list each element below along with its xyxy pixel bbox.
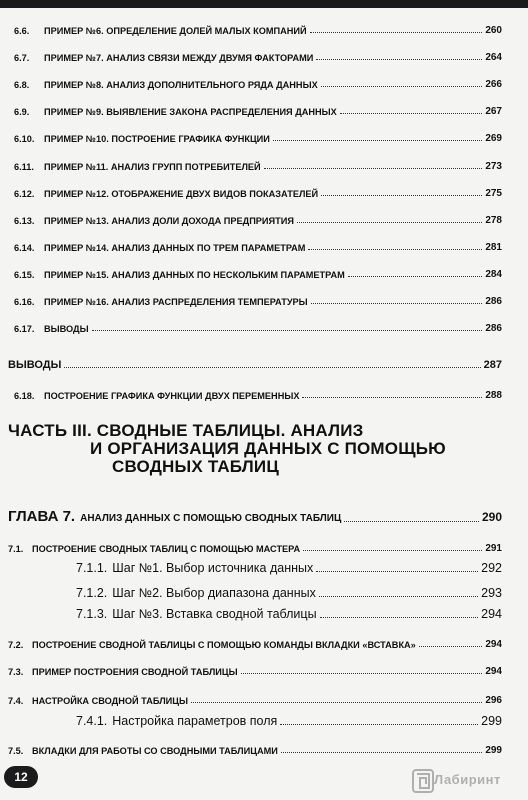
entry-number: 7.1. xyxy=(8,544,24,554)
dot-leader xyxy=(308,248,482,250)
entry-page: 278 xyxy=(485,215,502,226)
entry-number: 7.2. xyxy=(8,640,24,650)
entry-title: ПРИМЕР №12. ОТОБРАЖЕНИЕ ДВУХ ВИДОВ ПОКАЗАТЕЛЕЙ xyxy=(44,189,319,199)
toc-entry[interactable] xyxy=(0,740,528,756)
toc-entry[interactable] xyxy=(0,128,528,144)
entry-page: 264 xyxy=(485,52,502,63)
entry-page: 294 xyxy=(481,607,502,621)
toc-entry-conclusions[interactable] xyxy=(0,355,528,371)
entry-number: 6.15. xyxy=(14,270,35,280)
entry-page: 299 xyxy=(481,714,502,728)
page-number-badge: 12 xyxy=(4,766,38,788)
dot-leader xyxy=(191,701,482,703)
entry-number: 6.14. xyxy=(14,243,35,253)
dot-leader xyxy=(321,85,483,87)
dot-leader xyxy=(280,723,478,725)
entry-page: 284 xyxy=(485,269,502,280)
watermark xyxy=(412,768,522,794)
entry-title: ПРИМЕР №6. ОПРЕДЕЛЕНИЕ ДОЛЕЙ МАЛЫХ КОМПАНИЙ xyxy=(44,26,307,36)
entry-title: ПРИМЕР №13. АНАЛИЗ ДОЛИ ДОХОДА ПРЕДПРИЯТИЯ xyxy=(44,216,294,226)
entry-page: 286 xyxy=(485,296,502,307)
entry-page: 294 xyxy=(485,666,502,677)
entry-number: 7.4.1. xyxy=(76,714,108,728)
dot-leader xyxy=(321,194,482,196)
entry-number: 6.12. xyxy=(14,189,35,199)
entry-number: 7.4. xyxy=(8,696,24,706)
dot-leader xyxy=(348,275,483,277)
chapter-label: ГЛАВА 7. xyxy=(8,508,76,525)
toc-entry[interactable] xyxy=(0,690,528,706)
entry-title: НАСТРОЙКА СВОДНОЙ ТАБЛИЦЫ xyxy=(32,696,188,706)
toc-entry[interactable] xyxy=(0,538,528,554)
dot-leader xyxy=(344,520,479,522)
entry-title: ВЫВОДЫ xyxy=(8,359,62,371)
entry-number: 6.17. xyxy=(14,324,35,334)
dot-leader xyxy=(419,645,483,647)
toc-entry[interactable] xyxy=(0,385,528,401)
watermark-text: Лабиринт xyxy=(434,772,501,787)
entry-title: ВЫВОДЫ xyxy=(44,324,89,334)
toc-entry[interactable] xyxy=(0,183,528,199)
entry-page: 296 xyxy=(485,695,502,706)
dot-leader xyxy=(319,595,478,597)
dot-leader xyxy=(273,139,482,141)
dot-leader xyxy=(340,112,483,114)
dot-leader xyxy=(64,366,480,368)
entry-page: 299 xyxy=(485,745,502,756)
entry-title: Шаг №2. Выбор диапазона данных xyxy=(112,586,316,600)
entry-page: 266 xyxy=(485,79,502,90)
entry-title: ПОСТРОЕНИЕ СВОДНЫХ ТАБЛИЦ С ПОМОЩЬЮ МАСТЕРА xyxy=(32,544,301,554)
entry-page: 273 xyxy=(485,161,502,172)
toc-entry[interactable] xyxy=(0,661,528,677)
entry-number: 6.18. xyxy=(14,391,35,401)
chapter-title: АНАЛИЗ ДАННЫХ С ПОМОЩЬЮ СВОДНЫХ ТАБЛИЦ xyxy=(80,513,342,524)
entry-title: ПОСТРОЕНИЕ ГРАФИКА ФУНКЦИИ ДВУХ ПЕРЕМЕННЫХ xyxy=(44,391,300,401)
entry-title: ПРИМЕР №7. АНАЛИЗ СВЯЗИ МЕЖДУ ДВУМЯ ФАКТОРАМИ xyxy=(44,53,314,63)
dot-leader xyxy=(297,221,482,223)
dot-leader xyxy=(316,58,482,60)
entry-number: 6.6. xyxy=(14,26,30,36)
toc-entry[interactable] xyxy=(0,156,528,172)
entry-title: ПРИМЕР №9. ВЫЯВЛЕНИЕ ЗАКОНА РАСПРЕДЕЛЕНИЯ ДАННЫХ xyxy=(44,107,337,117)
entry-page: 286 xyxy=(485,323,502,334)
entry-title: ПРИМЕР ПОСТРОЕНИЯ СВОДНОЙ ТАБЛИЦЫ xyxy=(32,667,238,677)
toc-entry[interactable] xyxy=(0,634,528,650)
entry-title: ПОСТРОЕНИЕ СВОДНОЙ ТАБЛИЦЫ С ПОМОЩЬЮ КОМАНДЫ ВКЛАДКИ «ВСТАВКА» xyxy=(32,640,416,650)
entry-title: Настройка параметров поля xyxy=(112,714,278,728)
entry-page: 260 xyxy=(485,25,502,36)
dot-leader xyxy=(310,31,483,33)
toc-entry[interactable] xyxy=(0,74,528,90)
entry-page: 275 xyxy=(485,188,502,199)
toc-entry[interactable] xyxy=(0,210,528,226)
entry-number: 6.7. xyxy=(14,53,30,63)
toc-entry[interactable] xyxy=(0,47,528,63)
toc-subentry[interactable] xyxy=(0,710,528,728)
toc-entry[interactable] xyxy=(0,318,528,334)
toc-entry[interactable] xyxy=(0,20,528,36)
entry-title: ПРИМЕР №14. АНАЛИЗ ДАННЫХ ПО ТРЕМ ПАРАМЕТРАМ xyxy=(44,243,306,253)
entry-number: 6.8. xyxy=(14,80,30,90)
entry-number: 6.10. xyxy=(14,134,35,144)
entry-page: 288 xyxy=(485,390,502,401)
entry-number: 7.5. xyxy=(8,746,24,756)
entry-title: ПРИМЕР №11. АНАЛИЗ ГРУПП ПОТРЕБИТЕЛЕЙ xyxy=(44,162,261,172)
dot-leader xyxy=(320,616,479,618)
entry-page: 291 xyxy=(485,543,502,554)
entry-number: 6.13. xyxy=(14,216,35,226)
toc-subentry[interactable] xyxy=(0,582,528,600)
entry-number: 7.1.2. xyxy=(76,586,108,600)
entry-number: 6.16. xyxy=(14,297,35,307)
dot-leader xyxy=(316,570,478,572)
entry-title: Шаг №1. Выбор источника данных xyxy=(112,561,314,575)
dot-leader xyxy=(92,329,483,331)
part-heading-line: ЧАСТЬ III. СВОДНЫЕ ТАБЛИЦЫ. АНАЛИЗ xyxy=(8,421,364,440)
toc-entry-chapter[interactable] xyxy=(0,505,528,525)
entry-title: ВКЛАДКИ ДЛЯ РАБОТЫ СО СВОДНЫМИ ТАБЛИЦАМИ xyxy=(32,746,278,756)
dot-leader xyxy=(264,167,483,169)
dot-leader xyxy=(311,302,483,304)
toc-entry[interactable] xyxy=(0,264,528,280)
toc-entry[interactable] xyxy=(0,291,528,307)
page-top-edge xyxy=(0,0,528,8)
labyrinth-logo-icon xyxy=(412,769,434,793)
entry-page: 290 xyxy=(481,510,502,524)
dot-leader xyxy=(302,396,482,398)
dot-leader xyxy=(241,672,483,674)
entry-title: ПРИМЕР №15. АНАЛИЗ ДАННЫХ ПО НЕСКОЛЬКИМ ПАРАМЕТРАМ xyxy=(44,270,345,280)
entry-page: 292 xyxy=(481,561,502,575)
entry-number: 6.11. xyxy=(14,162,34,172)
entry-number: 7.1.3. xyxy=(76,607,108,621)
toc-subentry[interactable] xyxy=(0,603,528,621)
toc-entry[interactable] xyxy=(0,237,528,253)
part-heading xyxy=(8,422,508,476)
entry-page: 287 xyxy=(483,359,502,371)
part-heading-line: И ОРГАНИЗАЦИЯ ДАННЫХ С ПОМОЩЬЮ xyxy=(90,439,446,458)
entry-page: 281 xyxy=(485,242,502,253)
entry-page: 294 xyxy=(485,639,502,650)
entry-title: ПРИМЕР №8. АНАЛИЗ ДОПОЛНИТЕЛЬНОГО РЯДА ДАННЫХ xyxy=(44,80,318,90)
entry-title: ПРИМЕР №10. ПОСТРОЕНИЕ ГРАФИКА ФУНКЦИИ xyxy=(44,134,270,144)
entry-page: 269 xyxy=(485,133,502,144)
entry-number: 6.9. xyxy=(14,107,30,117)
entry-page: 267 xyxy=(485,106,502,117)
entry-number: 7.1.1. xyxy=(76,561,108,575)
entry-number: 7.3. xyxy=(8,667,24,677)
toc-subentry[interactable] xyxy=(0,557,528,575)
entry-page: 293 xyxy=(481,586,502,600)
entry-title: ПРИМЕР №16. АНАЛИЗ РАСПРЕДЕЛЕНИЯ ТЕМПЕРАТУРЫ xyxy=(44,297,308,307)
dot-leader xyxy=(303,549,482,551)
dot-leader xyxy=(281,751,482,753)
toc-entry[interactable] xyxy=(0,101,528,117)
part-heading-line: СВОДНЫХ ТАБЛИЦ xyxy=(112,457,279,476)
entry-title: Шаг №3. Вставка сводной таблицы xyxy=(112,607,317,621)
